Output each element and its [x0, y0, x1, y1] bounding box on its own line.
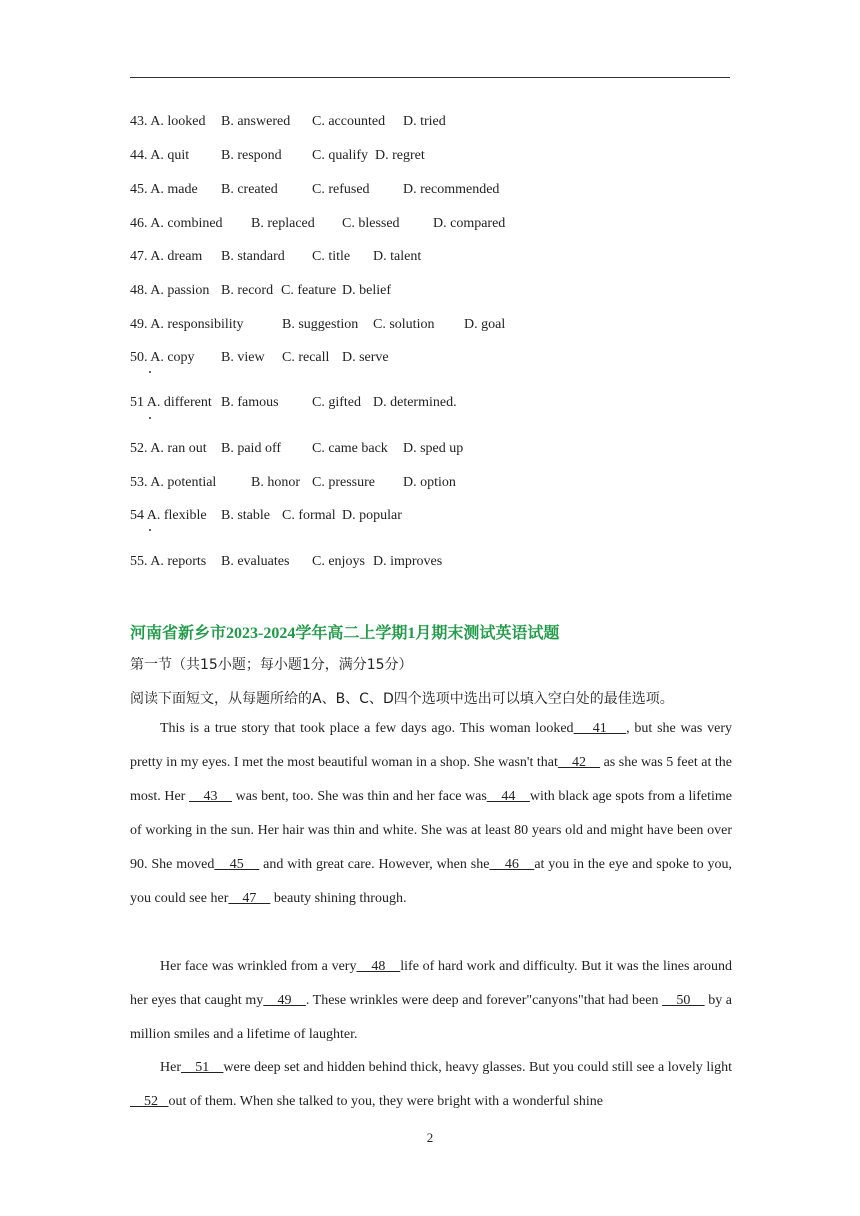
option-d: D. regret: [375, 148, 425, 163]
p1-text: beauty shining through.: [270, 891, 407, 906]
p1-text: with black age spots from a lifetime of working in the sun. Her hair was thin and white. She was at least 80 years old and might have been over 90. She moved: [130, 789, 733, 872]
p1-text: and with great care. However, when she: [259, 857, 490, 872]
option-c: C. gifted: [312, 395, 361, 410]
p3-text: out of them. When she talked to you, they were bright with a wonderful shine: [168, 1094, 603, 1109]
option-d: D. popular: [342, 508, 402, 523]
p1-text: at you in the eye and spoke to you, you could see her: [130, 857, 733, 906]
blank-51: 51: [181, 1060, 224, 1075]
instruction: 阅读下面短文，从每题所给的A、B、C、D四个选项中选出可以填入空白处的最佳选项。: [130, 691, 674, 707]
option-c: C. refused: [312, 182, 370, 197]
header-rule: [130, 77, 730, 78]
question-option-a: 49. A. responsibility: [130, 317, 244, 332]
option-c: C. qualify: [312, 148, 368, 163]
blank-50: 50: [662, 993, 705, 1008]
paragraph-2: [130, 950, 732, 1052]
blank-45: 45: [214, 857, 260, 872]
option-d: D. serve: [342, 350, 389, 365]
paragraph-3: [130, 1051, 732, 1119]
question-option-a: 51 A. different: [130, 395, 212, 410]
option-b: B. view: [221, 350, 265, 365]
blank-42: 42: [557, 755, 601, 770]
option-c: C. recall: [282, 350, 330, 365]
option-c: C. accounted: [312, 114, 386, 129]
blank-49: 49: [263, 993, 306, 1008]
question-option-a: 43. A. looked: [130, 114, 206, 129]
option-c: C. title: [312, 249, 351, 264]
option-b: B. stable: [221, 508, 270, 523]
blank-52: 52: [130, 1094, 169, 1109]
question-option-a: 50. A. copy: [130, 350, 195, 365]
option-c: C. feature: [281, 283, 337, 298]
question-option-a: 45. A. made: [130, 182, 198, 197]
option-d: D. belief: [342, 283, 391, 298]
question-option-a: 46. A. combined: [130, 216, 223, 231]
option-b: B. honor: [251, 475, 300, 490]
option-d: D. goal: [464, 317, 506, 332]
question-option-a: 44. A. quit: [130, 148, 190, 163]
option-d: D. tried: [403, 114, 446, 129]
part-heading: 第一节（共15小题；每小题1分，满分15分）: [130, 657, 413, 673]
p3-text: Her: [160, 1060, 181, 1075]
paragraph-1: [130, 712, 732, 916]
option-d: D. determined.: [373, 395, 457, 410]
option-c: C. enjoys: [312, 554, 365, 569]
option-d: D. option: [403, 475, 456, 490]
option-d: D. talent: [373, 249, 422, 264]
p2-text: Her face was wrinkled from a very: [160, 959, 357, 974]
option-d: D. recommended: [403, 182, 500, 197]
p2-text: life of hard work and difficulty. But it was the lines around her eyes that caught my: [130, 959, 732, 1008]
option-b: B. replaced: [251, 216, 315, 231]
option-d: D. improves: [373, 554, 443, 569]
question-option-a: 48. A. passion: [130, 283, 210, 298]
option-b: B. answered: [221, 114, 291, 129]
option-b: B. paid off: [221, 441, 282, 456]
option-b: B. famous: [221, 395, 279, 410]
option-b: B. respond: [221, 148, 282, 163]
section-title: 河南省新乡市2023-2024学年高二上学期1月期末测试英语试题: [130, 625, 560, 642]
option-b: B. standard: [221, 249, 285, 264]
option-c: C. came back: [312, 441, 388, 456]
question-option-a: 55. A. reports: [130, 554, 207, 569]
stray-dot: [149, 417, 151, 419]
p1-text: was bent, too. She was thin and her face was: [232, 789, 487, 804]
option-b: B. created: [221, 182, 278, 197]
blank-48: 48: [356, 959, 401, 974]
blank-44: 44: [486, 789, 530, 804]
option-c: C. formal: [282, 508, 336, 523]
stray-dot: [149, 371, 151, 373]
p2-text: . These wrinkles were deep and forever"canyons"that had been: [305, 993, 663, 1008]
question-option-a: 52. A. ran out: [130, 441, 207, 456]
option-d: D. sped up: [403, 441, 464, 456]
p1-text: as she was 5 feet at the most. Her: [130, 755, 732, 804]
option-b: B. record: [221, 283, 274, 298]
blank-43: 43: [188, 789, 233, 804]
question-option-a: 47. A. dream: [130, 249, 203, 264]
question-option-a: 53. A. potential: [130, 475, 217, 490]
blank-41: 41: [573, 721, 627, 736]
question-option-a: 54 A. flexible: [130, 508, 207, 523]
p1-text: , but she was very pretty in my eyes. I met the most beautiful woman in a shop. She wasn't that: [130, 721, 733, 770]
blank-46: 46: [489, 857, 535, 872]
option-c: C. blessed: [342, 216, 400, 231]
blank-47: 47: [228, 891, 271, 906]
stray-dot: [149, 529, 151, 531]
option-c: C. pressure: [312, 475, 375, 490]
page-number: 2: [426, 1130, 434, 1145]
p3-text: were deep set and hidden behind thick, heavy glasses. But you could still see a lovely light: [223, 1060, 732, 1075]
p2-text: by a million smiles and a lifetime of laughter.: [130, 993, 732, 1042]
p1-text: This is a true story that took place a few days ago. This woman looked: [160, 721, 574, 736]
option-d: D. compared: [433, 216, 506, 231]
option-b: B. evaluates: [221, 554, 290, 569]
option-c: C. solution: [373, 317, 435, 332]
option-b: B. suggestion: [282, 317, 359, 332]
